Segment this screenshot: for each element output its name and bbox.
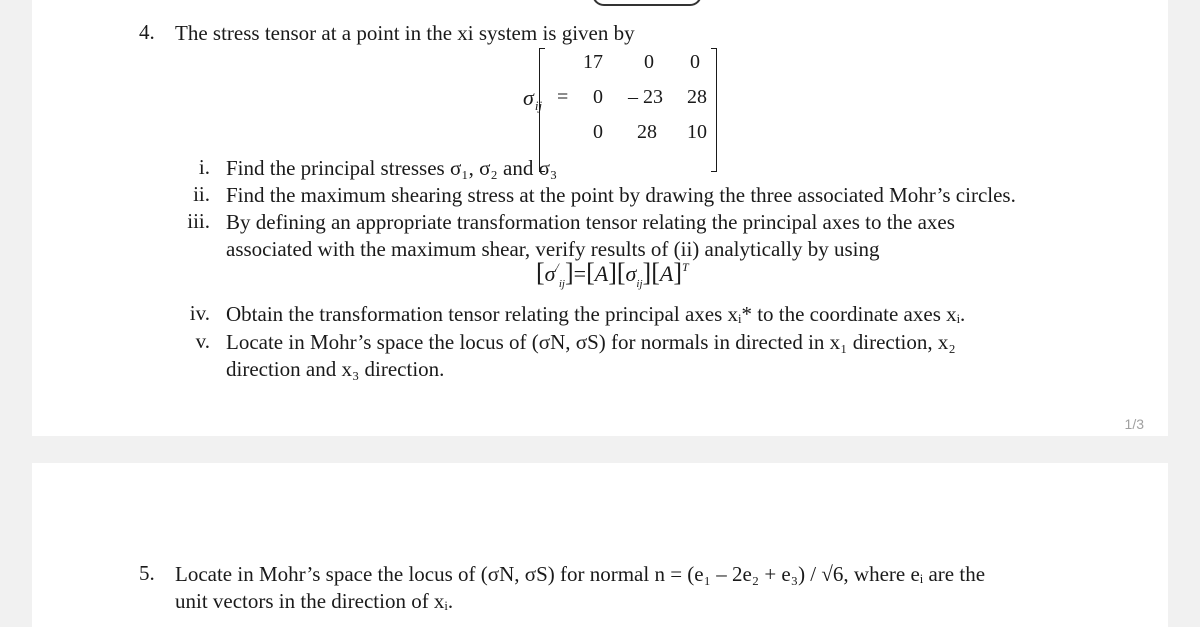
matrix-cell-1-3: 0 [690,51,700,73]
page-top-handle [592,0,702,6]
matrix-cell-3-3: 10 [687,121,707,143]
list-item-text: Find the maximum shearing stress at the point by drawing the three associated Mohr’s circles. [226,183,1016,207]
stress-tensor-matrix [539,48,717,172]
matrix-cell-1-2: 0 [644,51,654,73]
sigma-letter: σ [523,85,534,110]
sigma-subscript: ij [534,98,543,113]
list-item-text: Find the principal stresses σ₁, σ₂ and σ₃ [226,156,558,180]
question-5-text-line-1: Locate in Mohr’s space the locus of (σN, σS) for normal n = (e₁ – 2e₂ + e₃) / √6, where eᵢ are the [175,562,986,586]
list-item-iii [0,209,1200,236]
list-item-ii [0,182,1200,209]
matrix-cell-3-1: 0 [593,121,603,143]
question-5-text-line-2: unit vectors in the direction of xᵢ. [175,589,454,613]
roman-numeral: i. [198,155,210,179]
list-item-text: Obtain the transformation tensor relating the principal axes xᵢ* to the coordinate axes xᵢ. [226,302,966,326]
matrix-cell-2-3: 28 [687,86,707,108]
transformation-formula: $[\sigma^/_{ij}]=[A][\sigma_{ij}][A]^T$ [536,258,689,290]
question-4-intro: The stress tensor at a point in the xi system is given by [175,21,635,45]
list-item-text-line-1: By defining an appropriate transformation tensor relating the principal axes to the axes [226,210,955,234]
matrix-right-bracket [711,48,717,172]
list-item-text-line-1: Locate in Mohr’s space the locus of (σN, σS) for normals in directed in x₁ direction, x₂ [226,330,956,354]
page-indicator: 1/3 [1124,416,1144,432]
list-item-v [0,329,1200,356]
matrix-cell-3-2: 28 [637,121,657,143]
question-4-number: 4. [139,20,155,44]
question-5-number: 5. [139,561,155,585]
list-item-v-text-line-2: direction and x₃ direction. [226,357,445,381]
roman-numeral: iv. [189,301,210,325]
equals-sign: = [557,86,569,108]
roman-numeral: v. [195,329,210,353]
list-item-iii-text-line-2: associated with the maximum shear, verify results of (ii) analytically by using [226,237,880,261]
list-item-iv [0,301,1200,328]
matrix-cell-2-2: – 23 [628,86,663,108]
matrix-left-bracket [539,48,545,172]
roman-numeral: iii. [187,209,210,233]
matrix-cell-1-1: 17 [583,51,603,73]
matrix-cell-2-1: 0 [593,86,603,108]
roman-numeral: ii. [193,182,210,206]
list-item-i [0,155,1200,182]
